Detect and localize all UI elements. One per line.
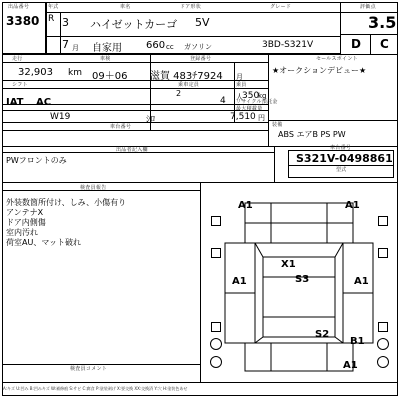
- specs-row-f: [2, 122, 268, 123]
- load-unit: kg: [258, 92, 267, 100]
- equipment-label: 装備: [272, 122, 283, 128]
- chassis-sub-label: 型式: [336, 167, 347, 173]
- notes-text: PWフロントのみ: [6, 156, 67, 165]
- inspector-line-5: 荷室AU、マット破れ: [6, 238, 82, 247]
- damage-mark-front-right: A1: [345, 200, 360, 211]
- ac-value: AC: [36, 97, 52, 108]
- notes-title: 出品者記入欄: [116, 147, 148, 153]
- year-value: 3: [62, 16, 69, 29]
- equipment-text: ABS エアB PS PW: [278, 130, 346, 139]
- color-name: ｼﾛ: [146, 115, 156, 125]
- left-bottom-marker: [210, 356, 222, 368]
- grade-label: グレード: [270, 4, 292, 10]
- inspector-line-2: アンテナX: [6, 208, 44, 217]
- inspector-line-4: 室内汚れ: [6, 228, 38, 237]
- door-label: ドア形状: [180, 4, 202, 10]
- left-wheel-marker: [211, 248, 221, 258]
- damage-mark-roof-center: S3: [295, 274, 310, 285]
- chassis-title: 車台番号: [330, 145, 352, 151]
- inspector-line-3: ドア内側傷: [6, 218, 46, 227]
- score-label: 評価点: [360, 4, 376, 10]
- exterior-score: C: [380, 37, 389, 51]
- damage-mark-rear-center: S2: [315, 329, 330, 340]
- equipment-divider: [268, 120, 398, 121]
- notes-right-edge: [274, 146, 275, 182]
- right-mirror-marker: [377, 338, 389, 350]
- front-right-corner-marker: [378, 216, 388, 226]
- specs-bottom: [2, 130, 268, 131]
- model-name: ハイゼットカーゴ: [90, 18, 178, 31]
- damage-mark-left-side: A1: [232, 276, 247, 287]
- selling-points-text: ★オークションデビュー★: [272, 66, 367, 75]
- recycle-value: 7,510: [230, 112, 256, 122]
- type-value: 3BD-S321V: [262, 40, 314, 50]
- front-left-corner-marker: [211, 216, 221, 226]
- usage-value: 自家用: [92, 43, 122, 54]
- specs-row-a: [2, 62, 268, 63]
- inspector-title: 検査員報告: [80, 185, 107, 191]
- mileage-label: 走行: [12, 56, 23, 62]
- extra-label: 車台番号: [110, 124, 132, 130]
- lot-number: 3380: [6, 14, 40, 28]
- capacity-unit: 人: [236, 93, 243, 101]
- mileage-unit: km: [68, 68, 82, 78]
- damage-mark-roof: X1: [281, 259, 296, 270]
- specs-row-e: [2, 110, 268, 111]
- inspector-footer: 検査員コメント: [70, 366, 108, 372]
- damage-mark-right-side: A1: [354, 276, 369, 287]
- year-label: 年式: [48, 4, 59, 10]
- inspection-unit: 月: [236, 73, 243, 81]
- recycle-label: リサイクル預託金: [236, 99, 278, 105]
- model-label: 車名: [120, 4, 131, 10]
- chassis-value: S321V-0498861: [296, 152, 393, 165]
- cc-unit: cc: [166, 43, 174, 51]
- selling-points-title: セールスポイント: [316, 56, 358, 62]
- era-letter: R: [48, 14, 55, 24]
- fuel-unit: ガソリン: [184, 43, 212, 51]
- damage-mark-rear-bumper: A1: [343, 360, 358, 371]
- seat-value: 2: [176, 89, 182, 98]
- year-divider: [60, 12, 61, 54]
- shift-value: IAT: [6, 97, 24, 108]
- damage-mark-front-left: A1: [238, 200, 253, 211]
- left-rear-wheel-marker: [211, 322, 221, 332]
- footer-legend: A:キズ U:凹み B:凹みキズ W:補修痕 S:サビ C:腐食 P:塗装剥げ X:要交換 XX:交換済 Y:穴 H:塗装色あせ: [3, 386, 188, 391]
- lot-label: 出品番号: [8, 4, 30, 10]
- right-wheel-marker: [378, 248, 388, 258]
- load-label: 最大積載量: [236, 106, 263, 112]
- month-value: 7: [62, 38, 69, 51]
- capacity-label: 乗員: [236, 82, 247, 88]
- inspector-line-1: 外装数箇所付け、しみ、小傷有り: [6, 198, 127, 207]
- cc-value: 660: [146, 40, 166, 51]
- left-mirror-marker: [210, 338, 222, 350]
- plate-value: 滋賀 483ﾁ7924: [150, 71, 223, 82]
- model-divider: [46, 12, 398, 13]
- recycle-unit: 円: [258, 114, 265, 122]
- inspection-label: 車検: [100, 56, 111, 62]
- specs-row-b: [2, 80, 268, 81]
- month-unit: 月: [72, 44, 79, 52]
- color-code: W19: [50, 112, 71, 122]
- right-bottom-marker: [377, 356, 389, 368]
- mileage-value: 32,903: [18, 67, 53, 78]
- capacity-value: 4: [220, 96, 226, 106]
- right-rear-wheel-marker: [378, 322, 388, 332]
- interior-score: D: [351, 37, 361, 51]
- model-divider-2: [46, 36, 341, 37]
- overall-score: 3.5: [368, 13, 397, 32]
- footer-line: [2, 382, 398, 383]
- shift-label: シフト: [12, 82, 28, 88]
- plate-label: 登録番号: [190, 56, 212, 62]
- specs-row-c: [2, 88, 268, 89]
- door-value: 5V: [195, 16, 210, 29]
- seat-label: 乗車定員: [178, 82, 200, 88]
- score-split: [370, 34, 371, 54]
- load-value: 350: [242, 91, 260, 101]
- inspection-value: 09＋06: [92, 71, 128, 82]
- damage-mark-rear-right: B1: [350, 336, 365, 347]
